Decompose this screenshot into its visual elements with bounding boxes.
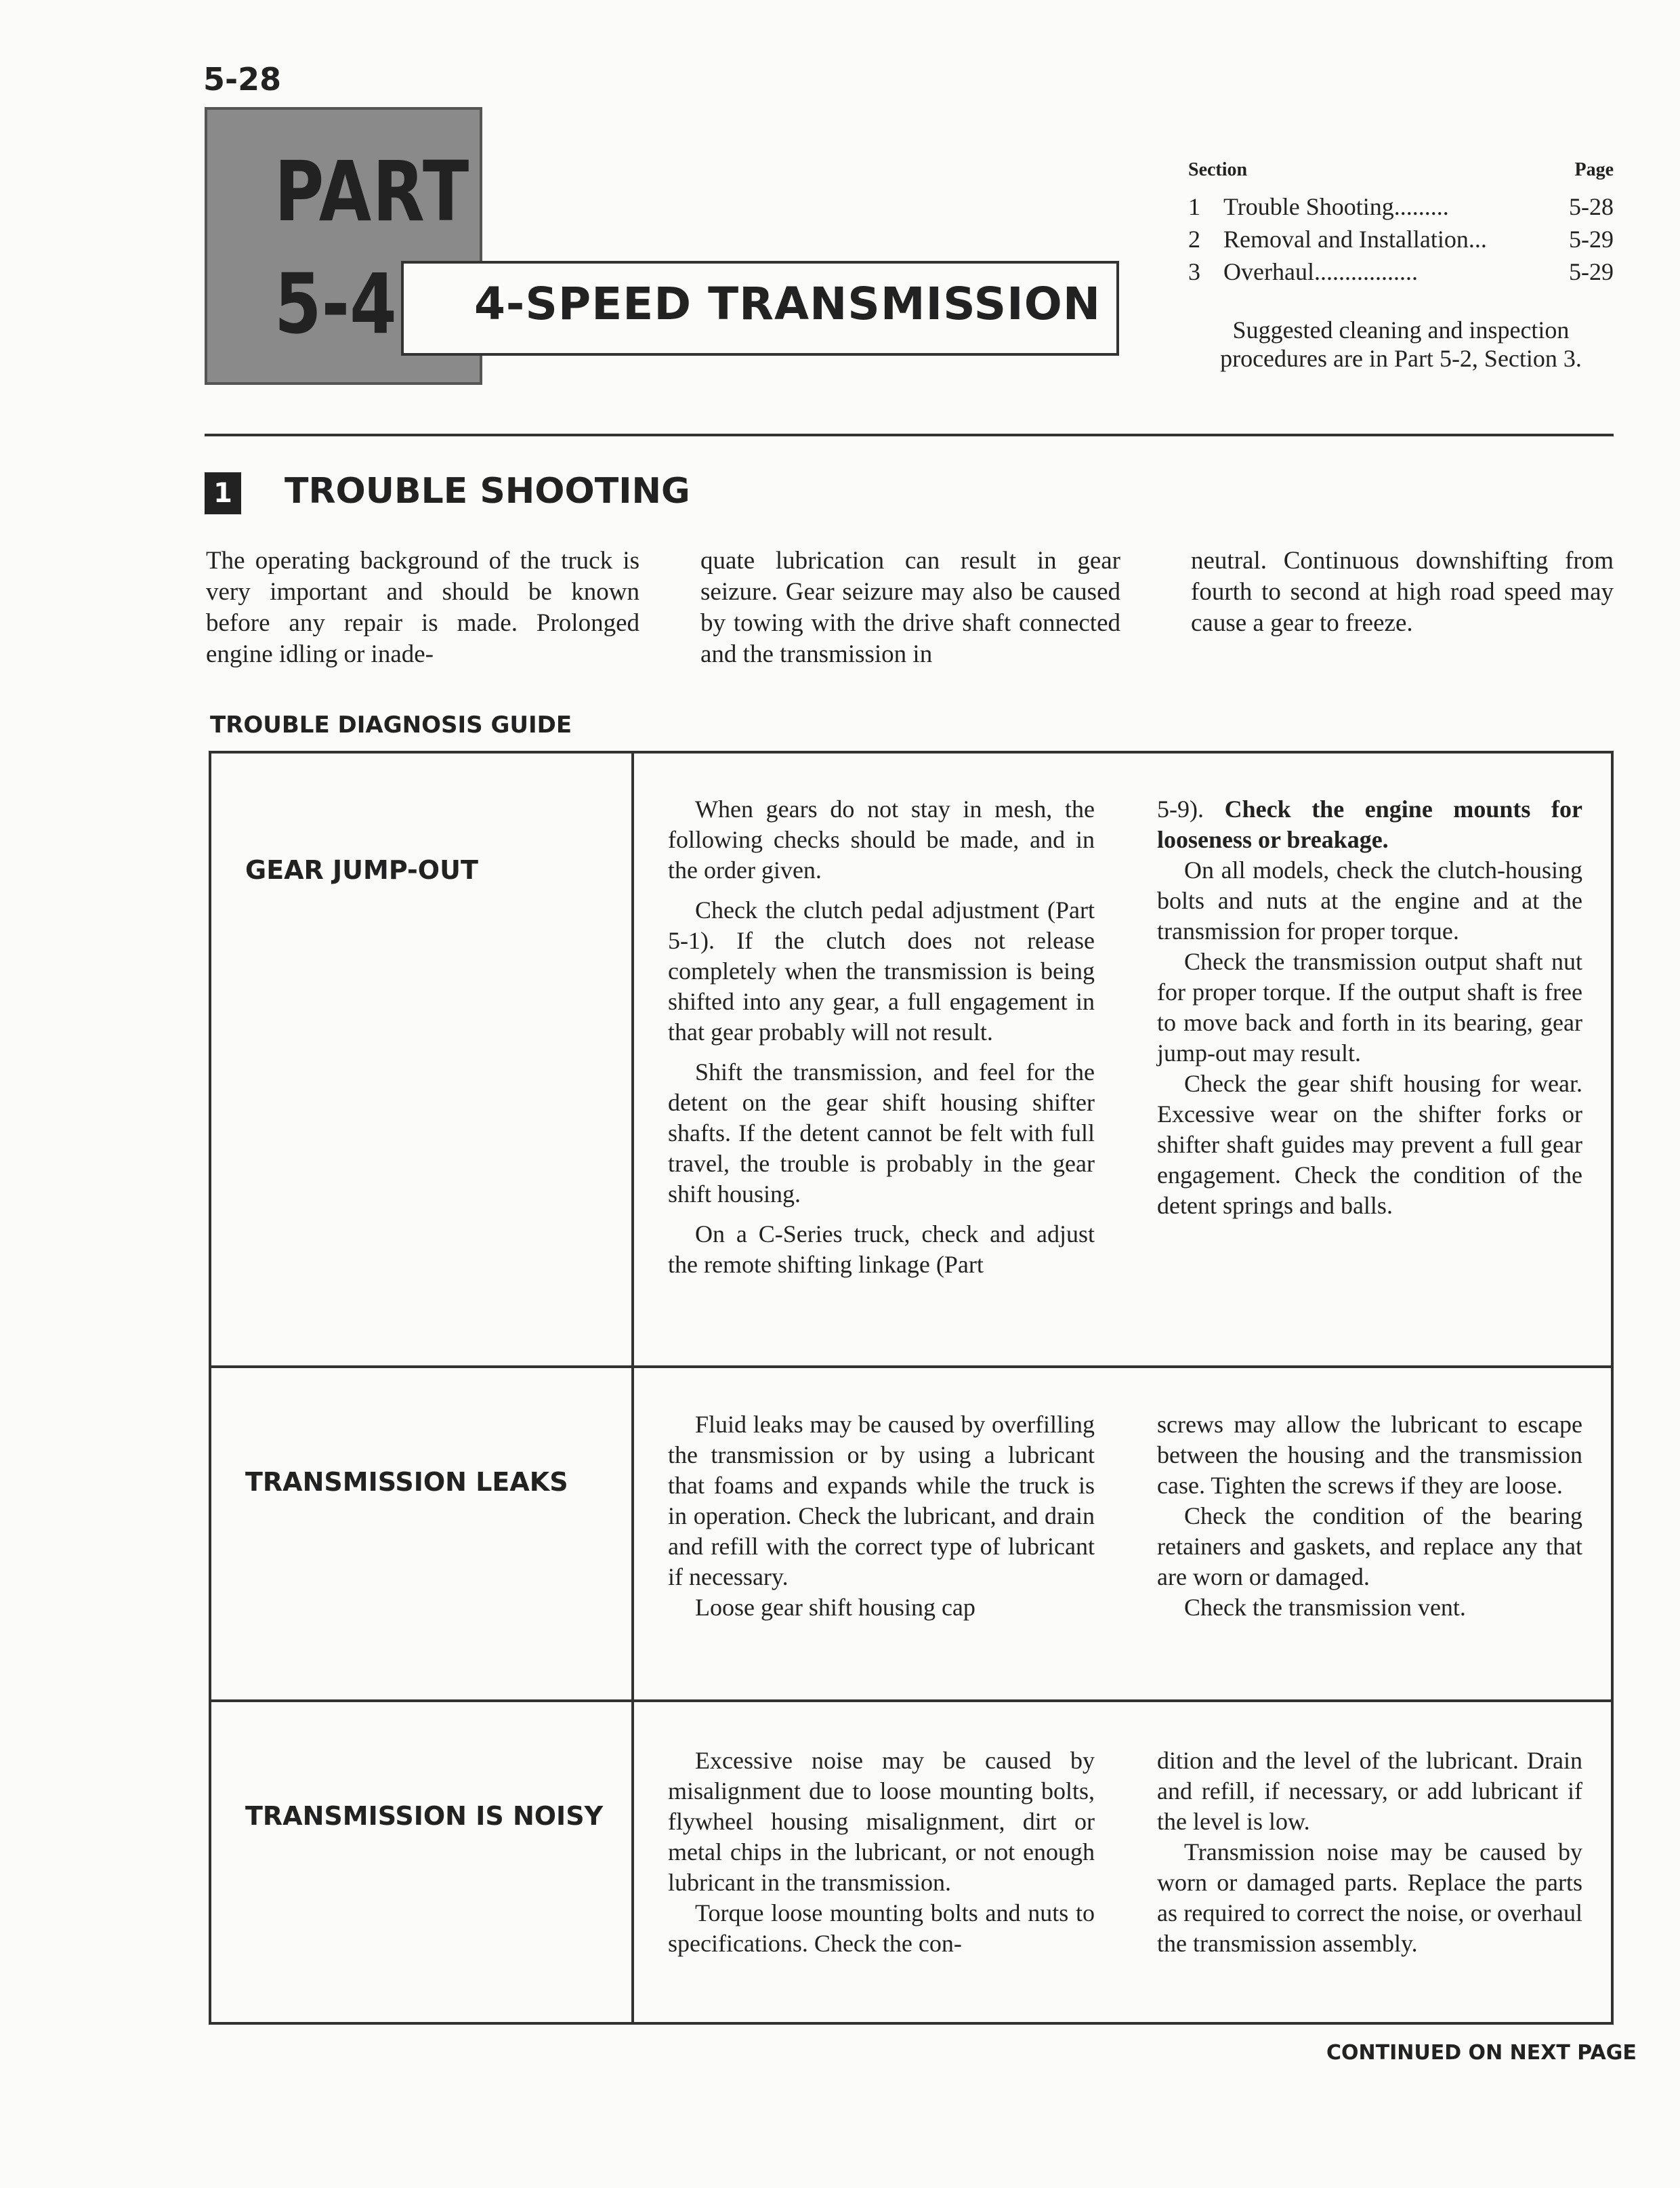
row-label-transmission-noisy: TRANSMISSION IS NOISY [245,1801,604,1831]
bold-instruction: Check the engine mounts for looseness or breakage. [1157,796,1583,853]
toc-page-label: Page [1574,159,1614,180]
intro-column-1: The operating background of the truck is very important and should be known before any repair is made. Prolonged engine idling or inade- [206,547,639,668]
paragraph: dition and the level of the lubricant. Drain and refill, if necessary, or add lubricant if the level is low. [1157,1747,1582,1835]
paragraph: Check the condition of the bearing retainers and gaskets, and replace any that are worn or damaged. [1157,1502,1582,1590]
toc-entry-page: 5-29 [1569,226,1614,253]
paragraph: Shift the transmission, and feel for the detent on the gear shift housing shifter shafts. If the detent cannot be felt with full travel, the trouble is probably in the gear shift housing. [668,1058,1095,1207]
toc-entry-page: 5-28 [1569,193,1614,220]
toc-entry-page: 5-29 [1569,258,1614,285]
page-number: 5-28 [203,61,282,98]
part-title: 4-SPEED TRANSMISSION [474,278,1101,330]
table-of-contents [1188,159,1614,288]
paragraph: Check the transmission output shaft nut for proper torque. If the output shaft is free to move back and forth in its bearing, gear jump-out may result. [1157,948,1582,1067]
toc-entry-number: 2 [1188,226,1200,253]
text-lead: 5-9). [1157,796,1204,823]
paragraph: Check the clutch pedal adjustment (Part 5-1). If the clutch does not release completely when the transmission is being shifted into any gear, a full engagement in that gear probably will not result. [668,896,1095,1046]
paragraph: On all models, check the clutch-housing bolts and nuts at the engine and at the transmission for proper torque. [1157,856,1582,945]
intro-column-2: quate lubrication can result in gear seizure. Gear seizure may also be caused by towing with the drive shaft connected and the transmission in [700,547,1120,668]
transmission-noisy-text-col2 [1157,1746,1582,1959]
section-number-badge: 1 [205,472,241,514]
toc-entry [1188,190,1614,223]
paragraph [1157,794,1582,855]
cleaning-note: Suggested cleaning and inspection procedures are in Part 5-2, Section 3. [1220,316,1582,372]
row-label-transmission-leaks: TRANSMISSION LEAKS [245,1467,568,1497]
toc-entry-number: 1 [1188,193,1200,220]
toc-entry [1188,223,1614,255]
table-column-divider [631,751,634,2025]
part-number: 5-4 [274,256,397,352]
paragraph: Check the transmission vent. [1184,1594,1466,1621]
toc-section-label: Section [1188,159,1248,180]
paragraph: Check the gear shift housing for wear. Excessive wear on the shifter forks or shifter shaft guides may prevent a full gear engagement. Check the condition of the detent springs and balls. [1157,1070,1582,1219]
table-row-divider [209,1365,1614,1368]
transmission-leaks-text-col2 [1157,1409,1582,1623]
guide-title: TROUBLE DIAGNOSIS GUIDE [210,711,572,739]
table-row-divider [209,1699,1614,1702]
transmission-noisy-text-col1 [668,1746,1095,1959]
toc-header [1188,159,1614,181]
part-word: PART [274,144,470,240]
continued-notice: CONTINUED ON NEXT PAGE [1326,2041,1637,2065]
paragraph: Excessive noise may be caused by misalignment due to loose mounting bolts, flywheel housing misalignment, dirt or metal chips in the lubricant, or not enough lubricant in the transmission. [668,1747,1095,1896]
paragraph: When gears do not stay in mesh, the following checks should be made, and in the order given. [668,796,1095,884]
paragraph: screws may allow the lubricant to escape between the housing and the transmission case. Tighten the screws if they are loose. [1157,1411,1582,1499]
paragraph: On a C-Series truck, check and adjust the remote shifting linkage (Part [668,1220,1095,1278]
paragraph: Loose gear shift housing cap [695,1594,975,1621]
toc-entry-title: Trouble Shooting......... [1223,193,1449,220]
toc-entry-title: Overhaul................. [1223,258,1418,285]
gear-jump-out-text-col2 [1157,794,1582,1221]
toc-entry-number: 3 [1188,258,1200,285]
gear-jump-out-text-col1 [668,794,1095,1280]
toc-entry-title: Removal and Installation... [1223,226,1487,253]
paragraph: Transmission noise may be caused by worn or damaged parts. Replace the parts as required to correct the noise, or overhaul the transmission assembly. [1157,1838,1582,1957]
transmission-leaks-text-col1 [668,1409,1095,1623]
row-label-gear-jump-out: GEAR JUMP-OUT [245,855,478,885]
section-title: TROUBLE SHOOTING [285,471,690,512]
paragraph: Torque loose mounting bolts and nuts to specifications. Check the con- [668,1899,1095,1957]
intro-column-3: neutral. Continuous downshifting from fourth to second at high road speed may cause a gear to freeze. [1191,547,1614,637]
toc-entry [1188,255,1614,288]
paragraph: Fluid leaks may be caused by overfilling the transmission or by using a lubricant that foams and expands while the truck is in operation. Check the lubricant, and drain and refill with the correct type of lubricant if necessary. [668,1411,1095,1590]
header-rule [205,434,1614,436]
